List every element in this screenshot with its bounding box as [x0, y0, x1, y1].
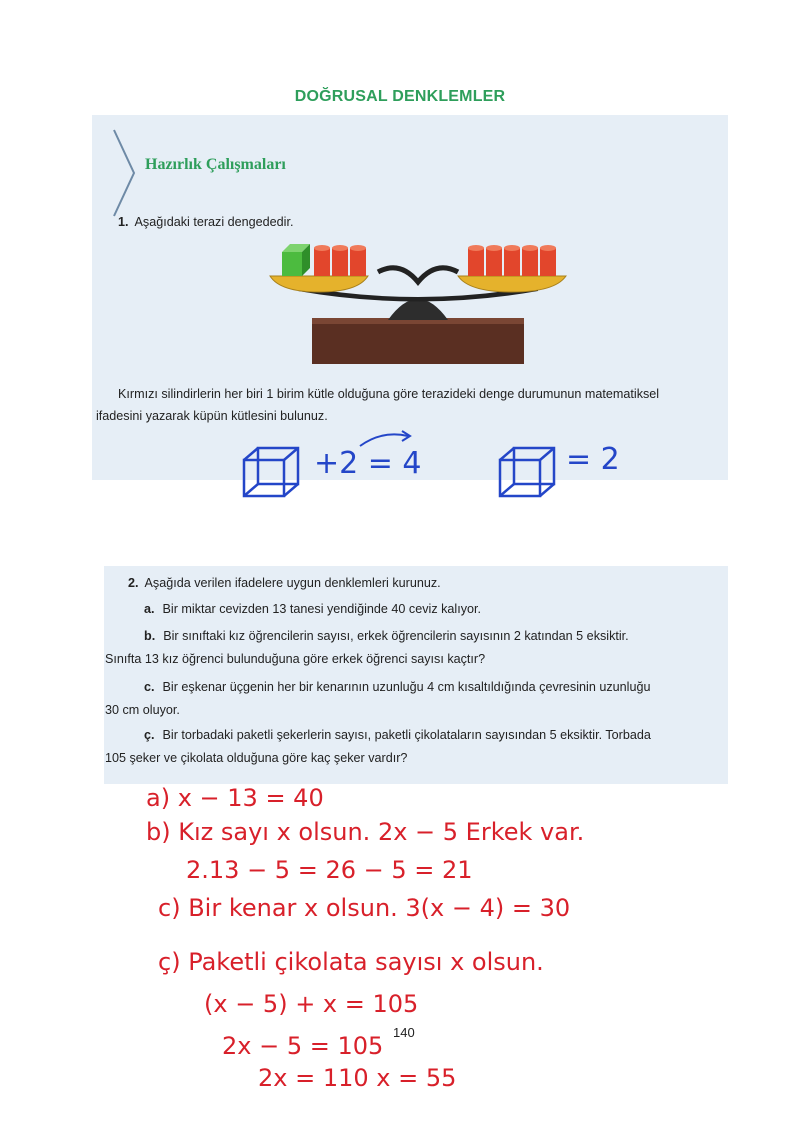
question-2-prompt	[128, 572, 441, 594]
question-2c-line-2: 30 cm oluyor.	[105, 703, 180, 717]
answer-c: c) Bir kenar x olsun. 3(x − 4) = 30	[158, 894, 571, 922]
red-cylinder	[468, 245, 484, 276]
green-cube	[282, 244, 310, 276]
answer-d-step: 2x − 5 = 105	[222, 1032, 384, 1060]
cube-drawing-icon	[496, 444, 560, 500]
question-1-text: Aşağıdaki terazi dengededir.	[134, 215, 294, 229]
question-2b-line-2: Sınıfta 13 kız öğrenci bulunduğuna göre erkek öğrenci sayısı kaçtır?	[105, 652, 486, 666]
red-cylinder	[522, 245, 538, 276]
cube-drawing-icon	[240, 444, 304, 500]
page-number: 140	[393, 1025, 415, 1040]
answer-b-calculation: 2.13 − 5 = 26 − 5 = 21	[186, 856, 473, 884]
answer-d-equation: (x − 5) + x = 105	[204, 990, 419, 1018]
red-cylinder	[540, 245, 556, 276]
handwritten-equation-1: +2 = 4	[314, 446, 422, 481]
item-label: c.	[144, 680, 155, 694]
answer-d: ç) Paketli çikolata sayısı x olsun.	[158, 948, 544, 976]
red-cylinder	[314, 245, 330, 276]
red-cylinder	[350, 245, 366, 276]
red-cylinder	[504, 245, 520, 276]
red-cylinder	[332, 245, 348, 276]
answer-d-result: 2x = 110 x = 55	[258, 1064, 457, 1092]
question-2-text: Aşağıda verilen ifadelere uygun denklemleri kurunuz.	[144, 576, 441, 590]
item-label: ç.	[144, 728, 155, 742]
item-label: a.	[144, 602, 155, 616]
question-1-number: 1.	[118, 215, 129, 229]
question-1-prompt	[118, 211, 293, 233]
balance-scale-illustration	[268, 238, 568, 366]
item-label: b.	[144, 629, 156, 643]
question-1-instruction-line-1: Kırmızı silindirlerin her biri 1 birim kütle olduğuna göre terazideki denge durumunun matematiksel	[118, 387, 660, 401]
chevron-icon	[112, 128, 138, 218]
red-cylinder	[486, 245, 502, 276]
question-2c-line-1: c. Bir eşkenar üçgenin her bir kenarının uzunluğu 4 cm kısaltıldığında çevresinin uzunluğu	[144, 680, 651, 694]
handwritten-equation-2: = 2	[566, 442, 620, 477]
page-title: DOĞRUSAL DENKLEMLER	[294, 88, 506, 105]
question-2-number: 2.	[128, 576, 139, 590]
question-2b-line-1: b. Bir sınıftaki kız öğrencilerin sayısı, erkek öğrencilerin sayısının 2 katından 5 eksiktir.	[144, 629, 629, 643]
question-1-instruction-line-2: ifadesini yazarak küpün kütlesini bulunuz.	[96, 409, 328, 423]
question-2d-line-1: ç. Bir torbadaki paketli şekerlerin sayısı, paketli çikolataların sayısından 5 eksiktir. Torbada	[144, 728, 651, 742]
section-title: Hazırlık Çalışmaları	[145, 156, 286, 173]
question-2d-line-2: 105 şeker ve çikolata olduğuna göre kaç şeker vardır?	[105, 751, 408, 765]
answer-b: b) Kız sayı x olsun. 2x − 5 Erkek var.	[146, 818, 585, 846]
question-2a-line-1: a. Bir miktar cevizden 13 tanesi yendiğinde 40 ceviz kalıyor.	[144, 602, 482, 616]
answer-a: a) x − 13 = 40	[146, 784, 324, 812]
